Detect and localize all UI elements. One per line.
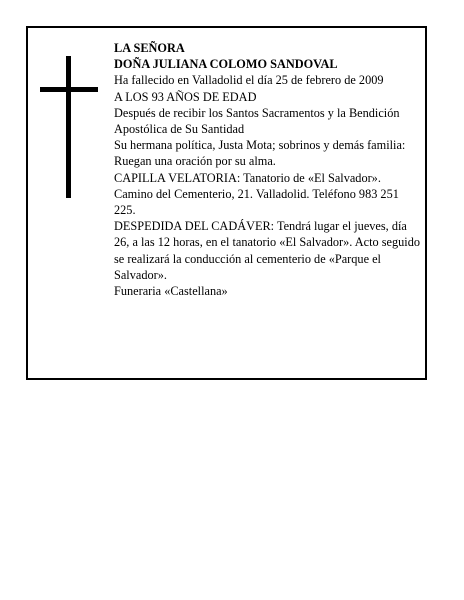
family-line: Su hermana política, Justa Mota; sobrinos y demás familia:	[114, 138, 406, 153]
obituary-notice	[26, 26, 427, 380]
funeral-home-line: Funeraria «Castellana»	[114, 284, 228, 299]
sacraments-line: Después de recibir los Santos Sacramentos y la Bendición Apostólica de Su Santidad	[114, 105, 400, 137]
age-line: A LOS 93 AÑOS DE EDAD	[114, 89, 257, 104]
farewell-line: DESPEDIDA DEL CADÁVER: Tendrá lugar el jueves, día 26, a las 12 horas, en el tanatorio «El Salvador». Acto seguido se realizará la conducción al cementerio de «Parque el Salvador».	[114, 219, 420, 282]
cross-icon	[40, 56, 98, 198]
wake-chapel-line: CAPILLA VELATORIA: Tanatorio de «El Salvador». Camino del Cementerio, 21. Valladolid. Teléfono 983 251 225.	[114, 170, 399, 218]
death-date-line: Ha fallecido en Valladolid el día 25 de febrero de 2009	[114, 73, 384, 88]
cross-horizontal-bar	[40, 87, 98, 92]
cross-vertical-bar	[66, 56, 71, 198]
notice-text	[114, 40, 420, 299]
honorific: LA SEÑORA	[114, 41, 185, 55]
deceased-name: DOÑA JULIANA COLOMO SANDOVAL	[114, 57, 338, 72]
prayer-line: Ruegan una oración por su alma.	[114, 154, 276, 169]
